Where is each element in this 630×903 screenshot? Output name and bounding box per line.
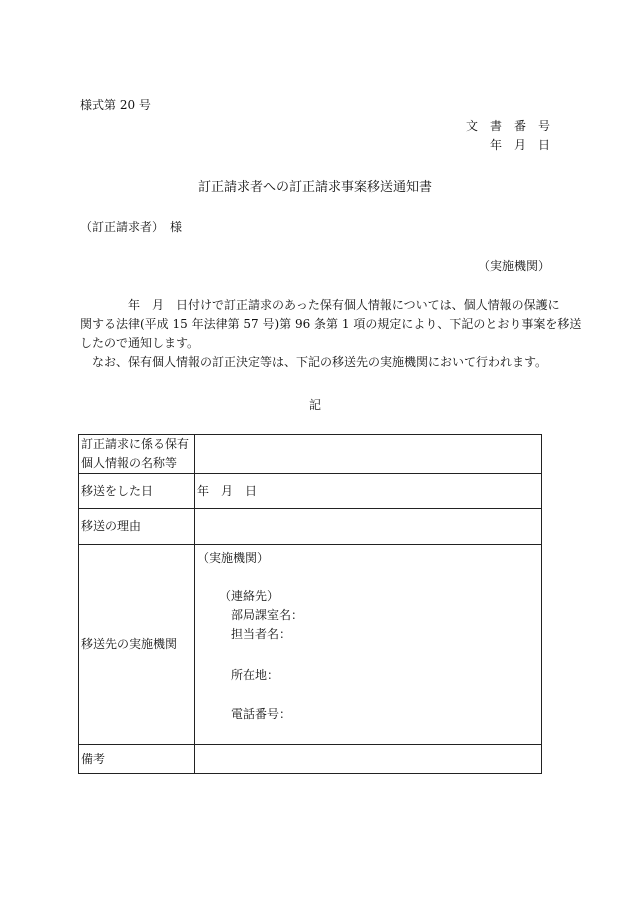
table-row <box>79 474 542 509</box>
person-label: 担当者名： <box>231 627 292 641</box>
body-line: 年 月 日付けで訂正請求のあった保有個人情報については、個人情報の保護に <box>80 298 560 312</box>
remarks-value <box>195 745 542 774</box>
transfer-reason-label: 移送の理由 <box>79 509 195 545</box>
label-line: 訂正請求に係る保有 <box>81 437 190 451</box>
destination-details <box>195 545 541 744</box>
table-row <box>79 745 542 774</box>
page-title: 訂正請求者への訂正請求事案移送通知書 <box>197 180 432 195</box>
phone-label: 電話番号： <box>231 707 292 721</box>
info-name-label <box>79 435 195 474</box>
document-number: 文 書 番 号 <box>465 119 550 133</box>
body-line: なお、保有個人情報の訂正決定等は、下記の移送先の実施機関において行われます。 <box>80 355 548 369</box>
body-text <box>80 296 582 372</box>
transfer-date-label: 移送をした日 <box>79 474 195 509</box>
ki-heading: 記 <box>308 398 321 412</box>
body-line: 関する法律(平成 15 年法律第 57 号)第 96 条第 1 項の規定により、下記のとおり事案を移送 <box>80 317 582 331</box>
destination-agency: （実施機関） <box>197 551 270 565</box>
destination-value <box>195 545 542 745</box>
address-label: 所在地： <box>231 668 280 682</box>
addressee: （訂正請求者） 様 <box>80 220 183 234</box>
destination-label: 移送先の実施機関 <box>79 545 195 745</box>
form-number: 様式第 20 号 <box>80 98 151 112</box>
remarks-label: 備考 <box>79 745 195 774</box>
body-line: したので通知します。 <box>80 336 200 350</box>
contact-heading: （連絡先） <box>219 589 280 603</box>
transfer-reason-value <box>195 509 542 545</box>
document-date: 年 月 日 <box>489 138 550 152</box>
transfer-date-value: 年 月 日 <box>195 474 542 509</box>
details-table <box>78 434 542 774</box>
label-line: 個人情報の名称等 <box>81 456 178 470</box>
info-name-value <box>195 435 542 474</box>
table-row <box>79 545 542 745</box>
department-label: 部局課室名： <box>231 608 304 622</box>
table-row <box>79 509 542 545</box>
sender-agency: （実施機関） <box>477 259 550 273</box>
table-row <box>79 435 542 474</box>
